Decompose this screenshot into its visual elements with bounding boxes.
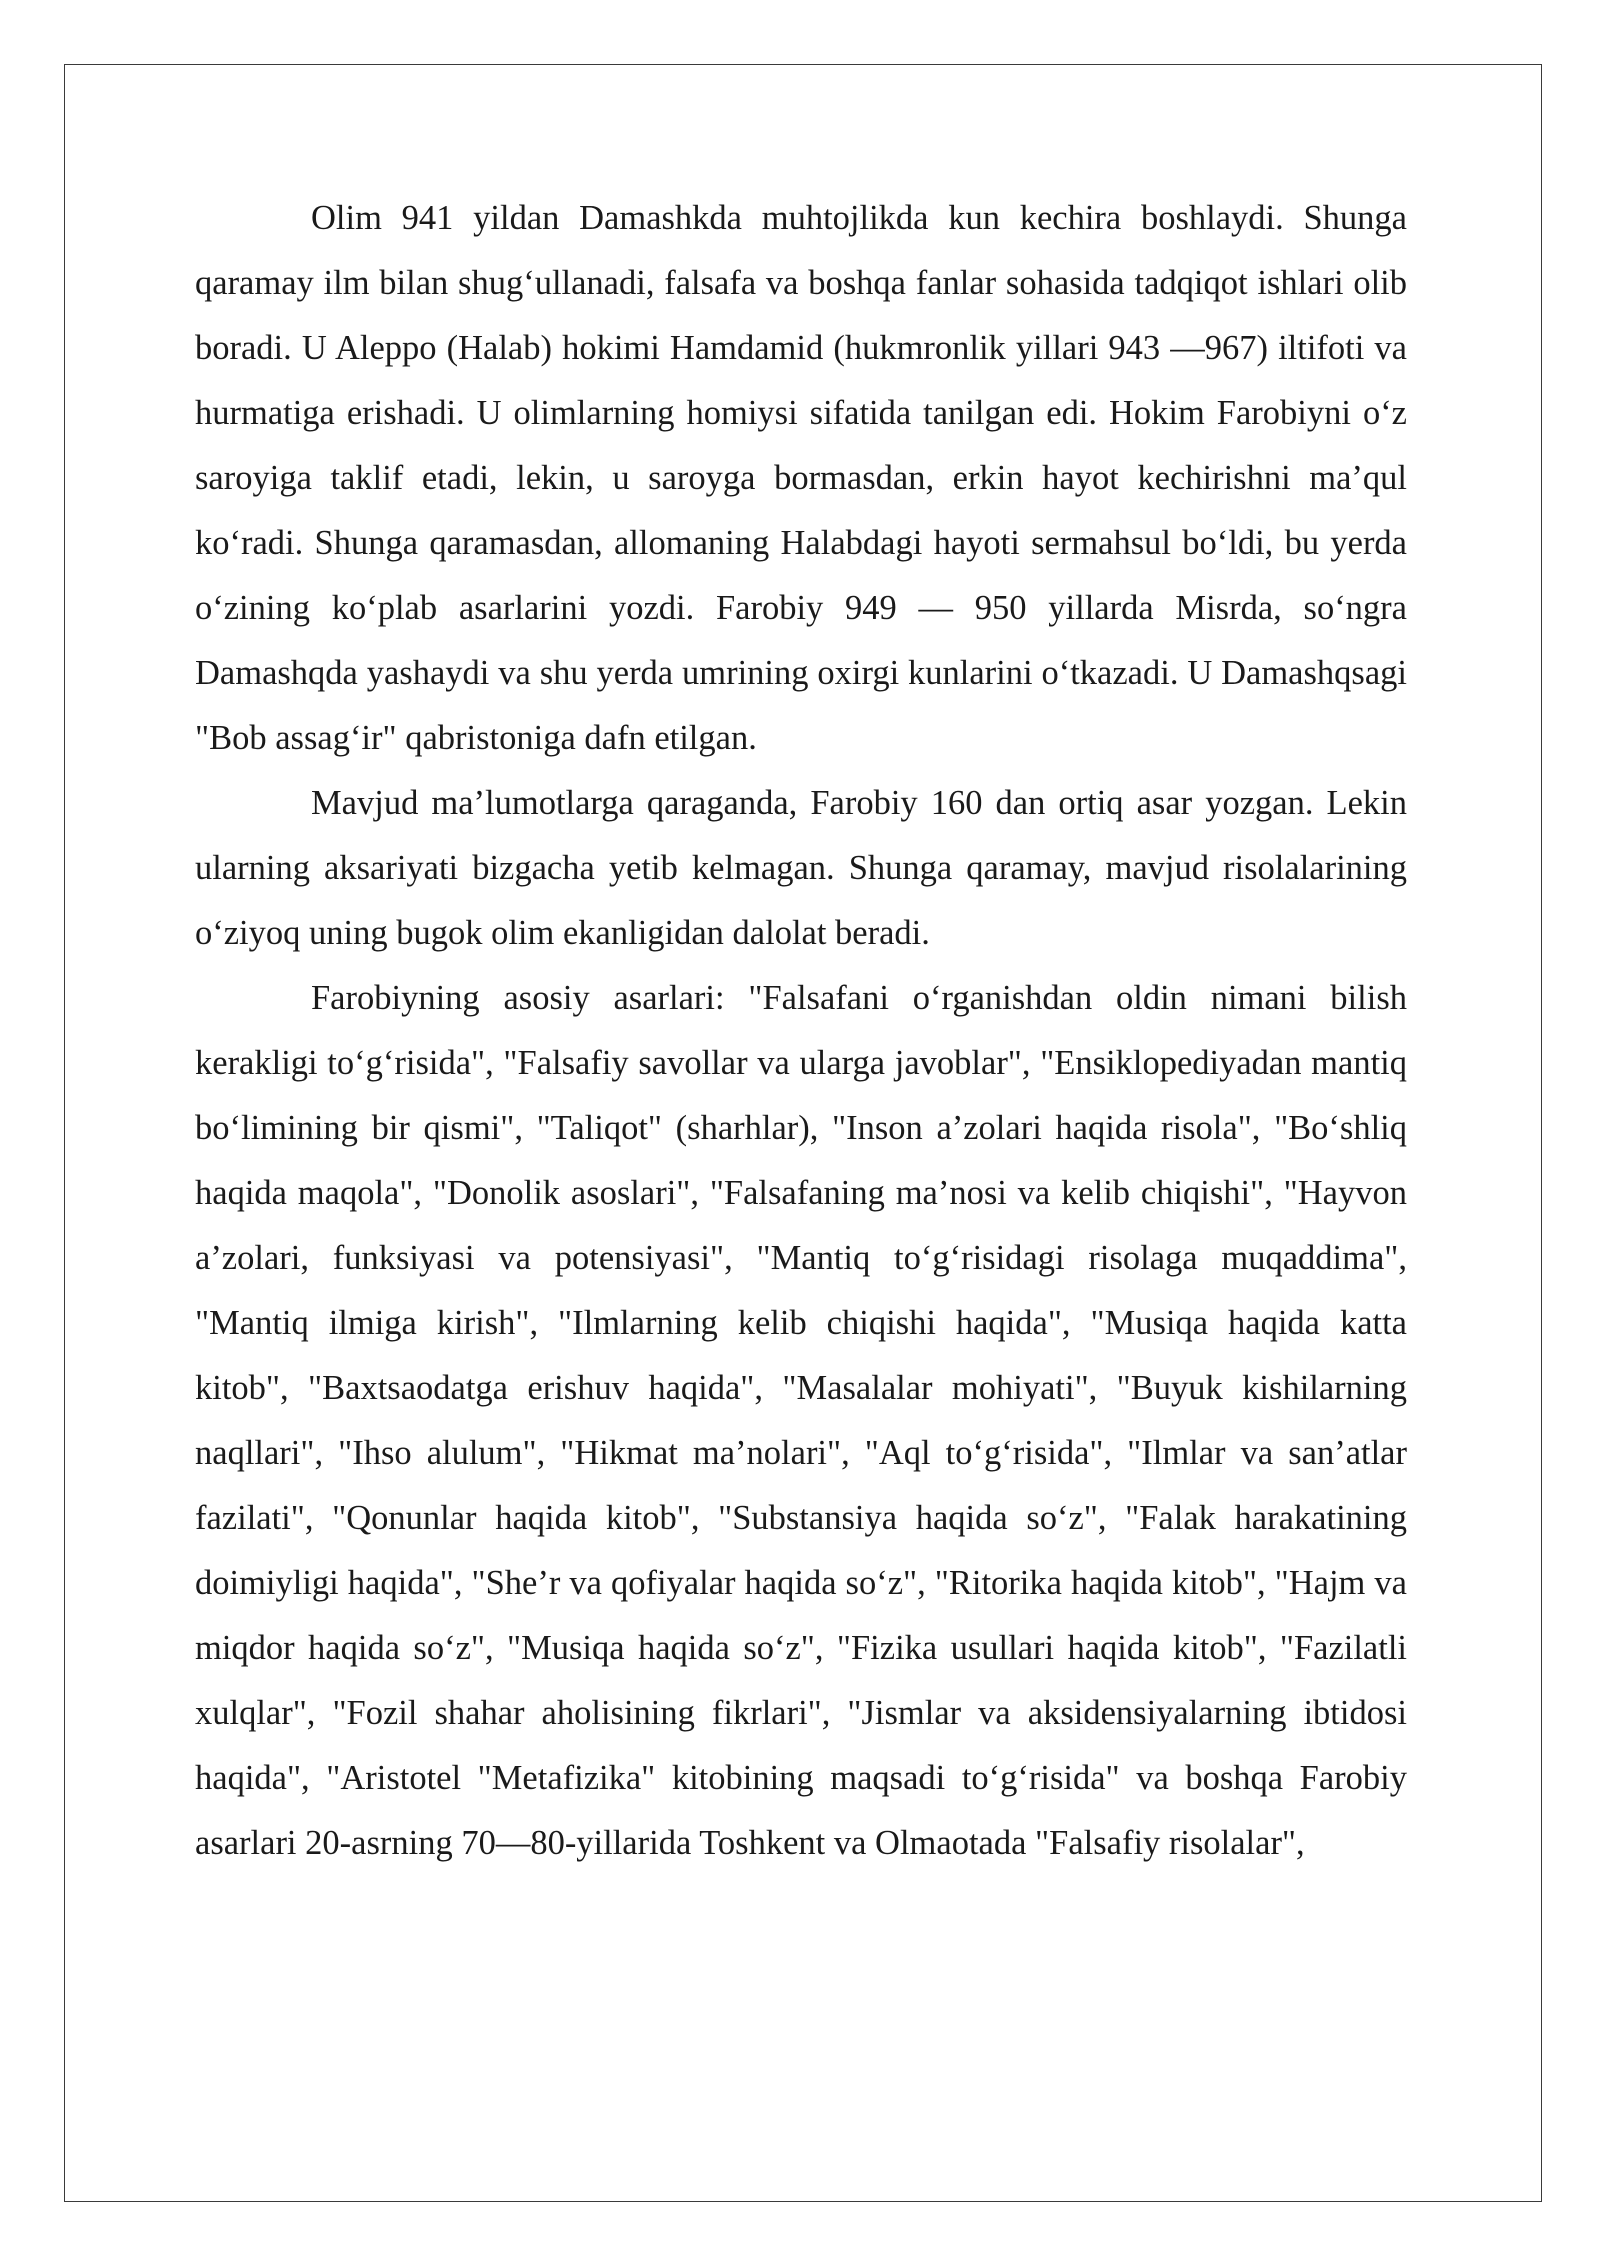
paragraph-3: Farobiyning asosiy asarlari: "Falsafani o‘rganishdan oldin nimani bilish kerakligi to‘g‘risida", "Falsafiy savollar va ularga javoblar", "Ensiklopediyadan mantiq bo‘limining bir qismi", "Taliqot" (sharhlar), "Inson a’zolari haqida risola", "Bo‘shliq haqida maqola", "Donolik asoslari", "Falsafaning ma’nosi va kelib chiqishi", "Hayvon a’zolari, funksiyasi va potensiyasi", "Mantiq to‘g‘risidagi risolaga muqaddima", "Mantiq ilmiga kirish", "Ilmlarning kelib chiqishi haqida", "Musiqa haqida katta kitob", "Baxtsaodatga erishuv haqida", "Masalalar mohiyati", "Buyuk kishilarning naqllari", "Ihso alulum", "Hikmat ma’nolari", "Aql to‘g‘risida", "Ilmlar va san’atlar fazilati", "Qonunlar haqida kitob", "Substansiya haqida so‘z", "Falak harakatining doimiyligi haqida", "She’r va qofiyalar haqida so‘z", "Ritorika haqida kitob", "Hajm va miqdor haqida so‘z", "Musiqa haqida so‘z", "Fizika usullari haqida kitob", "Fazilatli xulqlar", "Fozil shahar aholisining fikrlari", "Jismlar va aksidensiyalarning ibtidosi haqida", "Aristotel "Metafizika" kitobining maqsadi to‘g‘risida" va boshqa Farobiy asarlari 20-asrning 70—80-yillarida Toshkent va Olmaotada "Falsafiy risolalar", xyxy=(195,979,1407,1862)
paragraph-1: Olim 941 yildan Damashkda muhtojlikda kun kechira boshlaydi. Shunga qaramay ilm bilan shug‘ullanadi, falsafa va boshqa fanlar sohasida tadqiqot ishlari olib boradi. U Aleppo (Halab) hokimi Hamdamid (hukmronlik yillari 943 —967) iltifoti va hurmatiga erishadi. U olimlarning homiysi sifatida tanilgan edi. Hokim Farobiyni o‘z saroyiga taklif etadi, lekin, u saroyga bormasdan, erkin hayot kechirishni ma’qul ko‘radi. Shunga qaramasdan, allomaning Halabdagi hayoti sermahsul bo‘ldi, bu yerda o‘zining ko‘plab asarlarini yozdi. Farobiy 949 — 950 yillarda Misrda, so‘ngra Damashqda yashaydi va shu yerda umrining oxirgi kunlarini o‘tkazadi. U Damashqsagi "Bob assag‘ir" qabristoniga dafn etilgan. xyxy=(195,199,1407,757)
paragraph-2: Mavjud ma’lumotlarga qaraganda, Farobiy 160 dan ortiq asar yozgan. Lekin ularning aksariyati bizgacha yetib kelmagan. Shunga qaramay, mavjud risolalarining o‘ziyoq uning bugok olim ekanligidan dalolat beradi. xyxy=(195,784,1407,952)
document-body xyxy=(195,186,1407,1876)
